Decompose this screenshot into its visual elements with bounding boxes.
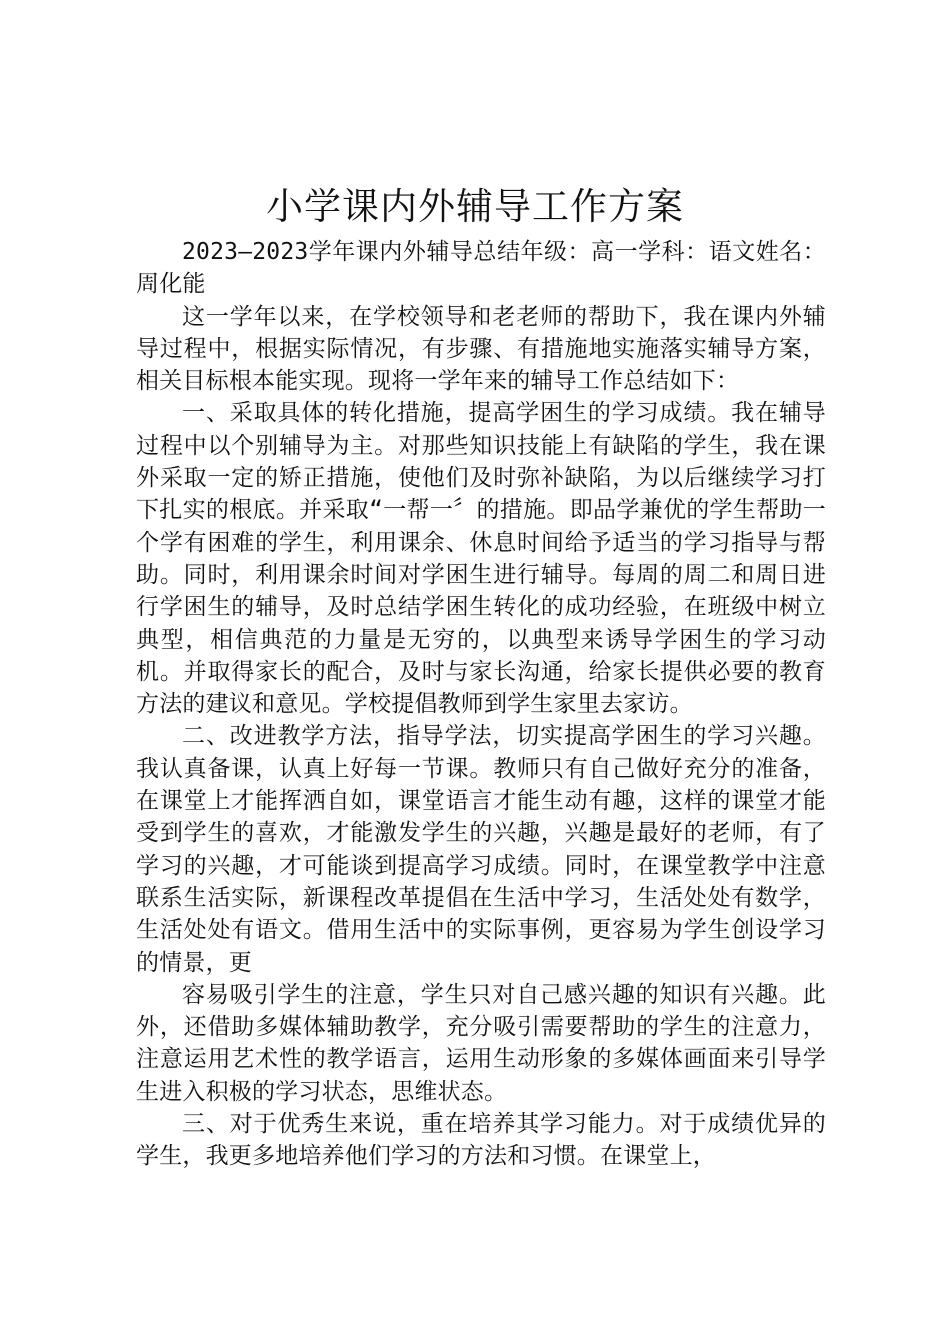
section-three-paragraph: 三、对于优秀生来说，重在培养其学习能力。对于成绩优异的学生，我更多地培养他们学习的方法和习惯。在课堂上，	[136, 1111, 826, 1170]
document-body	[136, 236, 826, 1173]
header-info-paragraph: 2023—2023学年课内外辅导总结年级：高一学科：语文姓名：周化能	[136, 239, 826, 298]
document-title: 小学课内外辅导工作方案	[266, 185, 684, 228]
section-two-paragraph: 二、改进教学方法，指导学法，切实提高学困生的学习兴趣。我认真备课，认真上好每一节课。教师只有自己做好充分的准备，在课堂上才能挥洒自如，课堂语言才能生动有趣，这样的课堂才能受到学生的喜欢，才能激发学生的兴趣，兴趣是最好的老师，有了学习的兴趣，才可能谈到提高学习成绩。同时，在课堂教学中注意联系生活实际，新课程改革提倡在生活中学习，生活处处有数学，生活处处有语文。借用生活中的实际事例，更容易为学生创设学习的情景，更	[136, 723, 826, 976]
intro-paragraph: 这一学年以来，在学校领导和老老师的帮助下，我在课内外辅导过程中，根据实际情况，有步骤、有措施地实施落实辅导方案，相关目标根本能实现。现将一学年来的辅导工作总结如下：	[136, 303, 826, 395]
section-one-paragraph: 一、采取具体的转化措施，提高学困生的学习成绩。我在辅导过程中以个别辅导为主。对那些知识技能上有缺陷的学生，我在课外采取一定的矫正措施，使他们及时弥补缺陷，为以后继续学习打下扎实的根底。并采取“一帮一〞的措施。即品学兼优的学生帮助一个学有困难的学生，利用课余、休息时间给予适当的学习指导与帮助。同时，利用课余时间对学困生进行辅导。每周的周二和周日进行学困生的辅导，及时总结学困生转化的成功经验，在班级中树立典型，相信典范的力量是无穷的，以典型来诱导学困生的学习动机。并取得家长的配合，及时与家长沟通，给家长提供必要的教育方法的建议和意见。学校提倡教师到学生家里去家访。	[136, 400, 826, 718]
section-two-continued-paragraph: 容易吸引学生的注意，学生只对自己感兴趣的知识有兴趣。此外，还借助多媒体辅助教学，充分吸引需要帮助的学生的注意力，注意运用艺术性的教学语言，运用生动形象的多媒体画面来引导学生进入积极的学习状态，思维状态。	[136, 981, 826, 1105]
